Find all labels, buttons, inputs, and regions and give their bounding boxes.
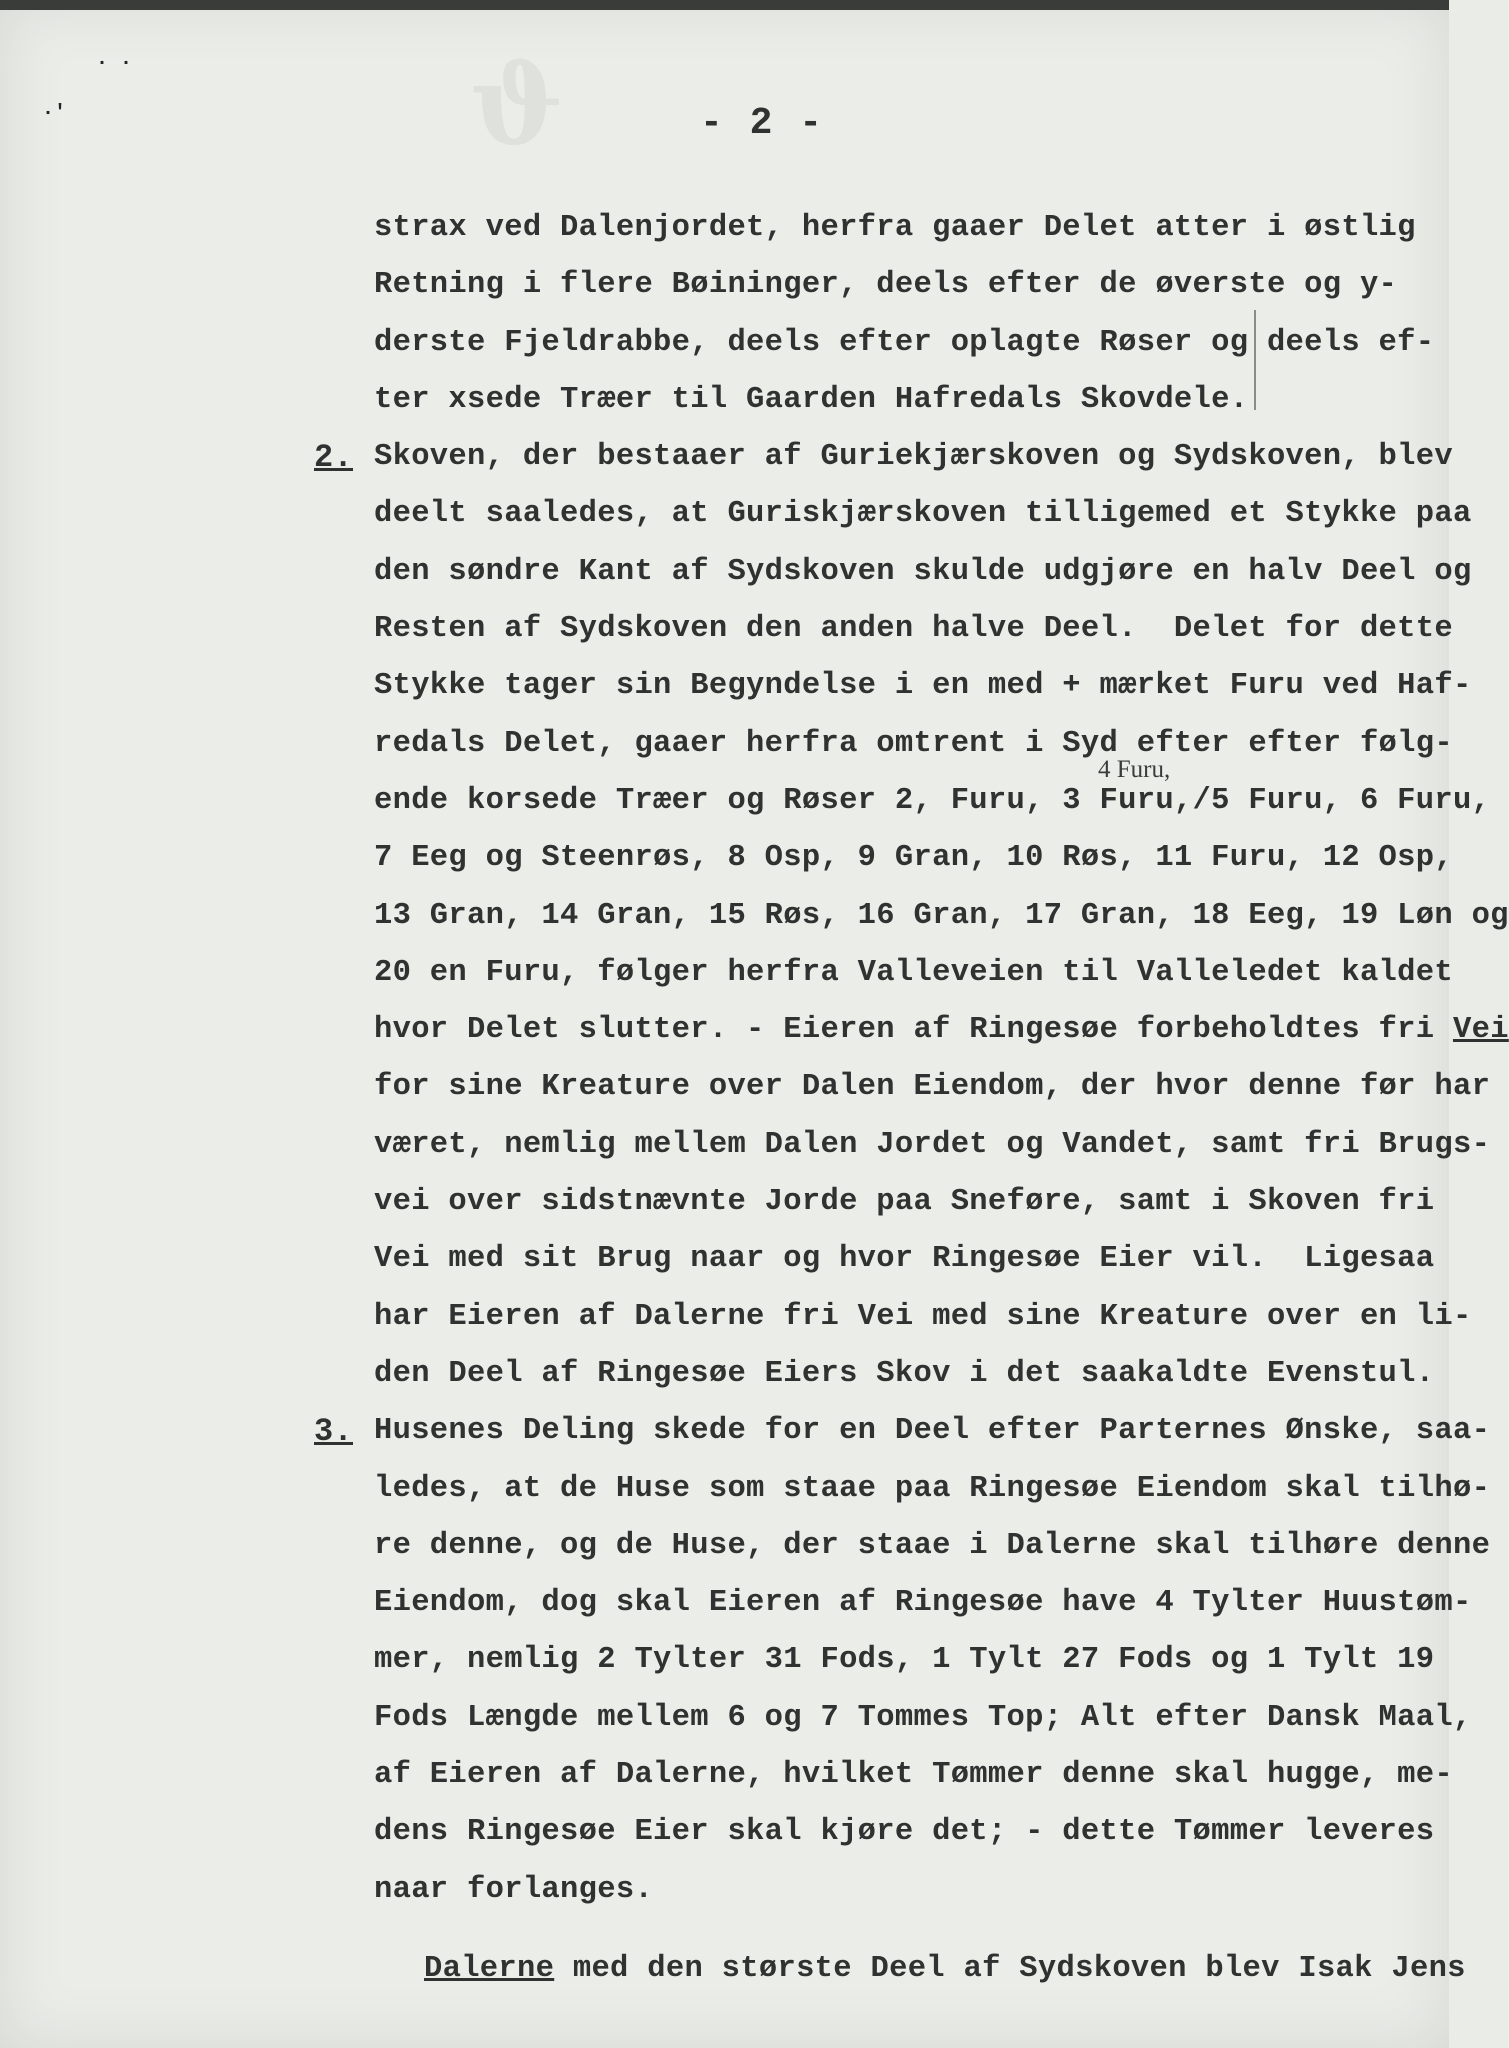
corner-mark-top: · · (96, 52, 133, 75)
text-line (374, 1575, 1472, 1632)
bleed-through-mark: ϑ (470, 40, 564, 169)
text-line (374, 1804, 1434, 1861)
line-text: af Eieren af Dalerne, hvilket Tømmer denne skal hugge, me- (374, 1758, 1453, 1793)
line-text: ledes, at de Huse som staae paa Ringesøe Eiendom skal tilhø- (374, 1471, 1491, 1506)
text-line (374, 544, 1472, 601)
text-line (374, 1747, 1453, 1804)
text-line (374, 716, 1453, 773)
line-text: ende korsede Træer og Røser 2, Furu, 3 Furu,/5 Furu, 6 Furu, (374, 783, 1491, 818)
text-line (374, 601, 1453, 658)
line-text: været, nemlig mellem Dalen Jordet og Vandet, samt fri Brugs- (374, 1127, 1491, 1162)
paragraph-gap (374, 1919, 1434, 1941)
text-line (374, 315, 1434, 372)
text-line (374, 1346, 1434, 1403)
text-line (374, 1231, 1434, 1288)
text-line (374, 1117, 1491, 1174)
line-text: dens Ringesøe Eier skal kjøre det; - dette Tømmer leveres (374, 1815, 1435, 1850)
text-line (374, 1059, 1491, 1116)
text-line (374, 1690, 1472, 1747)
page-number: - 2 - (700, 102, 825, 145)
text-line (374, 1002, 1509, 1059)
line-text: for sine Kreature over Dalen Eiendom, der hvor denne før har (374, 1070, 1491, 1105)
text-line (374, 1862, 1434, 1919)
line-text: naar forlanges. (374, 1872, 654, 1907)
line-text: deelt saaledes, at Guriskjærskoven tilligemed et Stykke paa (374, 497, 1472, 532)
line-text: 7 Eeg og Steenrøs, 8 Osp, 9 Gran, 10 Røs, 11 Furu, 12 Osp, (374, 841, 1453, 876)
line-text: strax ved Dalenjordet, herfra gaaer Delet atter i østlig (374, 211, 1416, 245)
corner-mark-left: ·' (42, 102, 67, 125)
typed-text-block (314, 200, 1509, 1998)
line-text: Stykke tager sin Begyndelse i en med + mærket Furu ved Haf- (374, 669, 1472, 704)
text-line (374, 773, 1491, 830)
text-line (374, 830, 1453, 887)
line-text: redals Delet, gaaer herfra omtrent i Syd efter efter følg- (374, 726, 1453, 761)
item-number: 3. (314, 1413, 354, 1451)
line-text: Retning i flere Bøininger, deels efter de øverste og y- (374, 268, 1398, 303)
line-text: 20 en Furu, følger herfra Valleveien til Valleledet kaldet (374, 955, 1453, 990)
text-line (374, 1289, 1472, 1346)
text-line (374, 486, 1472, 543)
line-text: med den største Deel af Sydskoven blev Isak Jens (554, 1951, 1466, 1986)
underlined-word: Dalerne (424, 1951, 555, 1986)
line-text: mer, nemlig 2 Tylter 31 Fods, 1 Tylt 27 Fods og 1 Tylt 19 (374, 1643, 1435, 1678)
underlined-word: Vei (1452, 1013, 1509, 1048)
line-text: Skoven, der bestaaer af Guriekjærskoven og Sydskoven, blev (374, 440, 1453, 475)
line-text: Eiendom, dog skal Eieren af Ringesøe have 4 Tylter Huustøm- (374, 1586, 1472, 1621)
line-text: den Deel af Ringesøe Eiers Skov i det saakaldte Evenstul. (374, 1356, 1435, 1391)
text-line (374, 945, 1453, 1002)
text-line (374, 888, 1509, 945)
text-line (374, 1461, 1491, 1518)
text-line (374, 372, 1434, 429)
line-text: den søndre Kant af Sydskoven skulde udgjøre en halv Deel og (374, 554, 1472, 589)
item-number: 2. (314, 439, 354, 477)
line-text: derste Fjeldrabbe, deels efter oplagte Røser og deels ef- (374, 325, 1435, 360)
text-line (374, 1632, 1434, 1689)
line-text: re denne, og de Huse, der staae i Dalerne skal tilhøre denne (374, 1528, 1491, 1563)
line-text: Resten af Sydskoven den anden halve Deel. Delet for dette (374, 612, 1453, 647)
text-line (314, 429, 1453, 486)
text-line (314, 1403, 1491, 1460)
line-text: hvor Delet slutter. - Eieren af Ringesøe forbeholdtes fri (374, 1013, 1453, 1048)
line-text: Fods Længde mellem 6 og 7 Tommes Top; Alt efter Dansk Maal, (374, 1700, 1472, 1735)
text-line (374, 658, 1472, 715)
line-text: Vei med sit Brug naar og hvor Ringesøe Eier vil. Ligesaa (374, 1242, 1435, 1277)
line-text: vei over sidstnævnte Jorde paa Sneføre, samt i Skoven fri (374, 1185, 1435, 1220)
text-line (374, 1941, 1466, 1998)
text-line (374, 1174, 1434, 1231)
handwritten-insertion: 4 Furu, (1098, 756, 1171, 783)
line-text: har Eieren af Dalerne fri Vei med sine Kreature over en li- (374, 1299, 1472, 1334)
text-line (374, 257, 1434, 314)
line-text: Husenes Deling skede for en Deel efter Parternes Ønske, saa- (374, 1414, 1491, 1449)
line-text: ter xsede Træer til Gaarden Hafredals Skovdele. (374, 382, 1249, 417)
scan-edge (0, 0, 1449, 10)
text-line (374, 1518, 1491, 1575)
text-line (374, 200, 1434, 257)
line-text: 13 Gran, 14 Gran, 15 Røs, 16 Gran, 17 Gran, 18 Eeg, 19 Løn og (374, 898, 1509, 933)
